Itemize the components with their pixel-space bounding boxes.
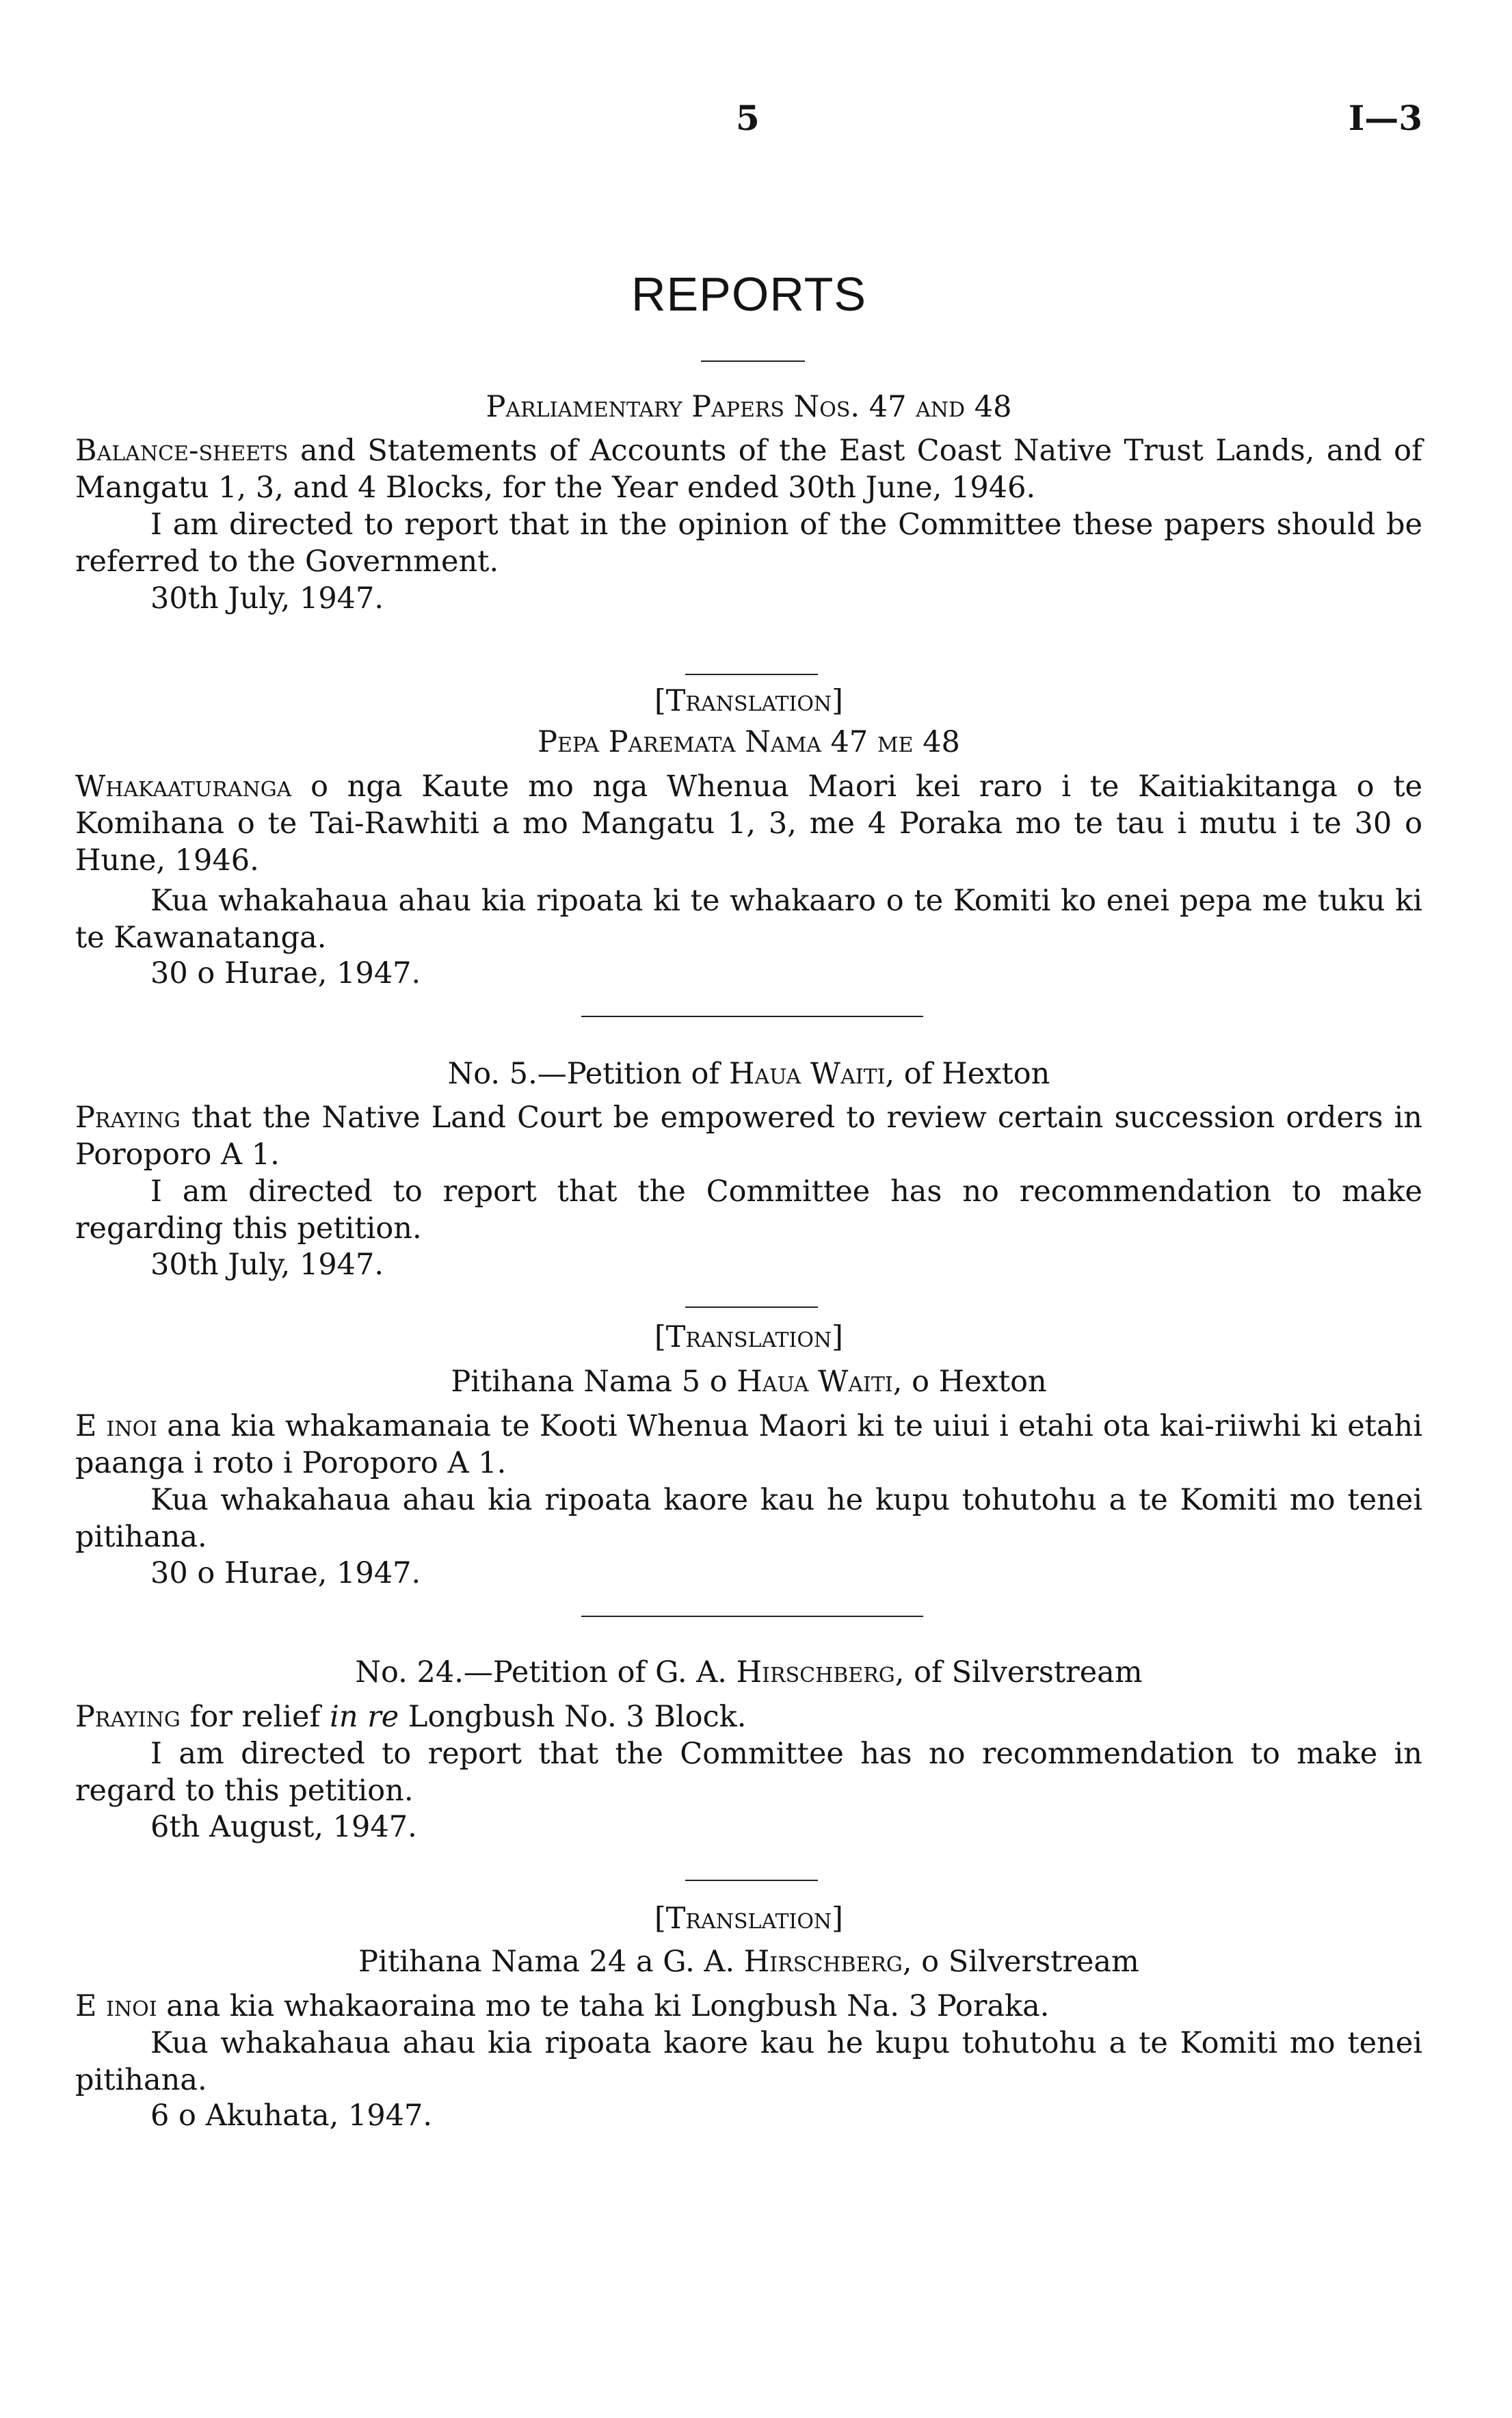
petitioner-name: Haua Waiti <box>737 1365 893 1399</box>
body-text: ana kia whakaoraina mo te taha ki Longbush Na. 3 Poraka. <box>166 1989 1050 2023</box>
page-title: REPORTS <box>631 267 867 321</box>
heading-suffix: , o Hexton <box>892 1365 1047 1399</box>
report-text: I am directed to report that the Committee has no recommendation to make regarding this petition. <box>75 1174 1422 1246</box>
section-heading <box>75 1057 1422 1092</box>
section-body <box>75 1698 1422 1735</box>
body-text: ana kia whakamanaia te Kooti Whenua Maori ki te uiui i etahi ota kai-riiwhi ki etahi paanga i roto i Poroporo A 1. <box>75 1409 1423 1480</box>
translation-label: [Translation] <box>654 1902 843 1936</box>
report-text: Kua whakahaua ahau kia ripoata kaore kau he kupu tohutohu a te Komiti mo tenei pitihana. <box>75 1483 1422 1554</box>
section-body <box>75 768 1422 879</box>
heading-suffix: , of Silverstream <box>894 1655 1143 1690</box>
divider <box>685 674 818 675</box>
heading-prefix: Pitihana Nama 24 a G. A. <box>358 1945 735 1979</box>
document-page <box>75 0 1422 2418</box>
petitioner-name: Hirschberg <box>743 1945 903 1979</box>
body-text: o nga Kaute mo nga Whenua Maori kei raro i te Kaitiakitanga o te Komihana o te Tai-Rawhiti a mo Mangatu 1, 3, me 4 Poraka mo te tau i mutu i te 30 o Hune, 1946. <box>75 770 1422 878</box>
divider <box>581 1016 923 1017</box>
report-date: 6th August, 1947. <box>150 1810 417 1844</box>
divider <box>581 1616 923 1617</box>
section-heading: Parliamentary Papers Nos. 47 and 48 <box>486 390 1012 424</box>
heading-suffix: , o Silverstream <box>902 1945 1139 1979</box>
report-text: Kua whakahaua ahau kia ripoata kaore kau he kupu tohutohu a te Komiti mo tenei pitihana. <box>75 2026 1422 2097</box>
section-heading <box>75 1655 1422 1691</box>
body-text: and Statements of Accounts of the East Coast Native Trust Lands, and of Mangatu 1, 3, and 4 Blocks, for the Year ended 30th June, 1946. <box>75 434 1422 505</box>
divider <box>685 1306 818 1308</box>
translation-label: [Translation] <box>654 684 843 718</box>
document-reference: I—3 <box>1348 98 1422 138</box>
body-text-end: Longbush No. 3 Block. <box>408 1700 747 1734</box>
report-date: 30th July, 1947. <box>150 581 384 616</box>
translation-label: [Translation] <box>654 1320 843 1354</box>
lead-word: Balance-sheets <box>75 434 289 468</box>
report-date: 6 o Akuhata, 1947. <box>150 2099 433 2133</box>
lead-word: E inoi <box>75 1989 157 2023</box>
section-body <box>75 1408 1422 1482</box>
divider <box>685 1880 818 1881</box>
section-heading <box>75 1945 1422 1980</box>
divider <box>701 360 805 362</box>
lead-word: Praying <box>75 1700 181 1734</box>
section-heading <box>75 1365 1422 1400</box>
body-text: that the Native Land Court be empowered to review certain succession orders in Poroporo A 1. <box>75 1101 1423 1172</box>
section-body <box>75 1988 1422 2025</box>
lead-word: E inoi <box>75 1409 158 1443</box>
lead-word: Praying <box>75 1101 181 1135</box>
petitioner-name: Hirschberg <box>736 1655 895 1690</box>
report-date: 30 o Hurae, 1947. <box>150 956 421 990</box>
report-text: Kua whakahaua ahau kia ripoata ki te whakaaro o te Komiti ko enei pepa me tuku ki te Kawanatanga. <box>75 884 1422 955</box>
latin-phrase: in re <box>330 1700 399 1734</box>
petitioner-name: Haua Waiti <box>729 1057 886 1091</box>
heading-suffix: , of Hexton <box>885 1057 1050 1091</box>
section-heading: Pepa Paremata Nama 47 me 48 <box>538 725 960 759</box>
heading-prefix: Pitihana Nama 5 o <box>451 1365 728 1399</box>
report-date: 30th July, 1947. <box>150 1248 384 1282</box>
body-text-start: for relief <box>189 1700 321 1734</box>
report-text: I am directed to report that in the opinion of the Committee these papers should be referred to the Government. <box>75 508 1422 579</box>
heading-prefix: No. 24.—Petition of G. A. <box>355 1655 727 1690</box>
heading-prefix: No. 5.—Petition of <box>447 1057 720 1091</box>
report-text: I am directed to report that the Committee has no recommendation to make in regard to this petition. <box>75 1737 1422 1808</box>
lead-word: Whakaaturanga <box>75 770 292 804</box>
page-number: 5 <box>736 98 760 138</box>
section-body <box>75 432 1422 506</box>
section-body <box>75 1099 1422 1173</box>
report-date: 30 o Hurae, 1947. <box>150 1556 421 1590</box>
